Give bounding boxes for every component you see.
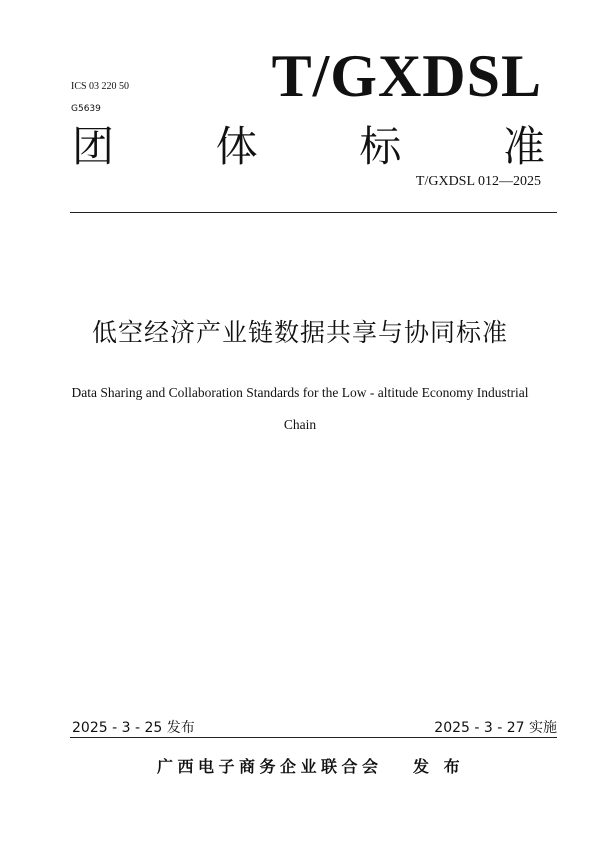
title-english-line1: Data Sharing and Collaboration Standards for the Low - altitude Economy Industrial [71,385,529,400]
title-english-line2: Chain [283,417,317,432]
title-chinese: 低空经济产业链数据共享与协同标准 [91,318,508,347]
implement-date: 2025 - 3 - 27 实施 [434,720,557,736]
footer-divider [70,737,557,738]
publisher-action: 发 布 [413,757,465,776]
category-char: 体 [215,122,258,171]
organization-code: T/GXDSL [271,43,542,109]
standard-number: T/GXDSL 012—2025 [415,174,541,189]
header-divider [70,212,557,213]
standard-category [72,122,545,171]
category-char: 准 [502,122,545,171]
ics-code: ICS 03 220 50 [71,81,130,92]
category-char: 标 [359,122,402,171]
publish-date: 2025 - 3 - 25 发布 [72,720,195,736]
category-char: 团 [72,122,115,171]
ccs-code: G5639 [71,104,101,114]
publisher-name: 广西电子商务企业联合会 [157,757,383,776]
